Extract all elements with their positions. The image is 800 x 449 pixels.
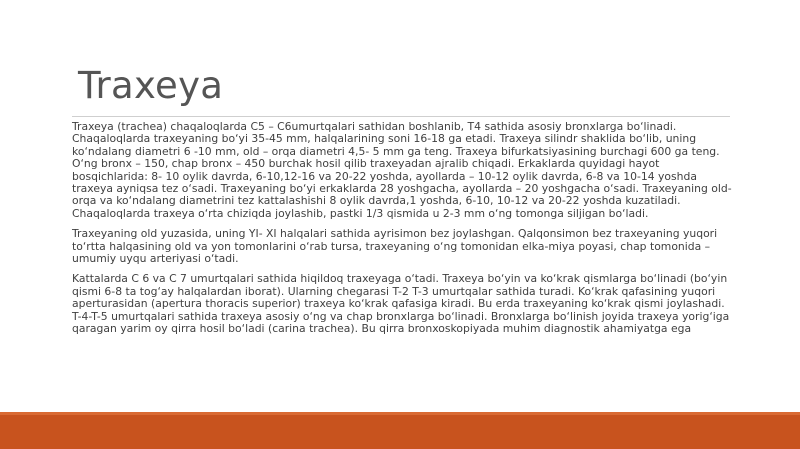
slide-title: Traxeya	[78, 64, 224, 107]
body-paragraph-2: Traxeyaning old yuzasida, uning YI- XI halqalari sathida ayrisimon bez joylashgan. Qalqonsimon bez traxeyaning yuqori to‘rtta halqasining old va yon tomonlarini o‘rab tursa, traxeyaning o‘ng tomonidan elka-miya poyasi, chap tomonida – umumiy uyqu arteriyasi o‘tadi.	[72, 227, 718, 266]
bottom-accent-band	[0, 412, 800, 449]
body-paragraph-1: Traxeya (trachea) chaqaloqlarda C5 – C6umurtqalari sathidan boshlanib, T4 sathida asosiy bronxlarga bo‘linadi. Chaqaloqlarda traxeyaning bo‘yi 35-45 mm, halqalarining soni 16-18 ga etadi. Traxeya silindr shaklida bo‘lib, uning ko‘ndalang diametri 6 -10 mm, old – orqa diametri 4,5- 5 mm ga teng. Traxeya bifurkatsiyasining burchagi 600 ga teng. O‘ng bronx – 150, chap bronx – 450 burchak hosil qilib traxeyadan ajralib chiqadi. Erkaklarda quyidagi hayot bosqichlarida: 8- 10 oylik davrda, 6-10,12-16 va 20-22 yoshda, ayollarda – 10-12 oylik davrda, 6-8 va 10-14 yoshda traxeya ayniqsa tez o‘sadi. Traxeyaning bo‘yi erkaklarda 28 yoshgacha, ayollarda – 20 yoshgacha o‘sadi. Traxeyaning old-orqa va ko‘ndalang diametrini tez kattalashishi 8 oylik davrda,1 yoshda, 6-10, 10-12 va 20-22 yoshda kuzatiladi. Chaqaloqlarda traxeya o‘rta chiziqda joylashib, pastki 1/3 qismida u 2-3 mm o‘ng tomonga siljigan bo‘ladi.	[72, 120, 732, 220]
bottom-accent-band-edge	[0, 412, 800, 415]
body-paragraph-3: Kattalarda C 6 va C 7 umurtqalari sathida hiqildoq traxeyaga o‘tadi. Traxeya bo‘yin va ko‘krak qismlarga bo‘linadi (bo‘yin qismi 6-8 ta tog‘ay halqalardan iborat). Ularning chegarasi T-2 T-3 umurtqalar sathida turadi. Ko‘krak qafasining yuqori aperturasidan (apertura thoracis superior) traxeya ko‘krak qafasiga kiradi. Bu erda traxeyaning ko‘krak qismi joylashadi. T-4-T-5 umurtqalari sathida traxeya asosiy o‘ng va chap bronxlarga bo‘linadi. Bronxlarga bo‘linish joyida traxeya yorig‘iga qaragan yarim oy qirra hosil bo‘ladi (carina trachea). Bu qirra bronxoskopiyada muhim diagnostik ahamiyatga ega	[72, 272, 730, 336]
slide-body	[72, 121, 734, 344]
title-divider	[72, 116, 730, 117]
